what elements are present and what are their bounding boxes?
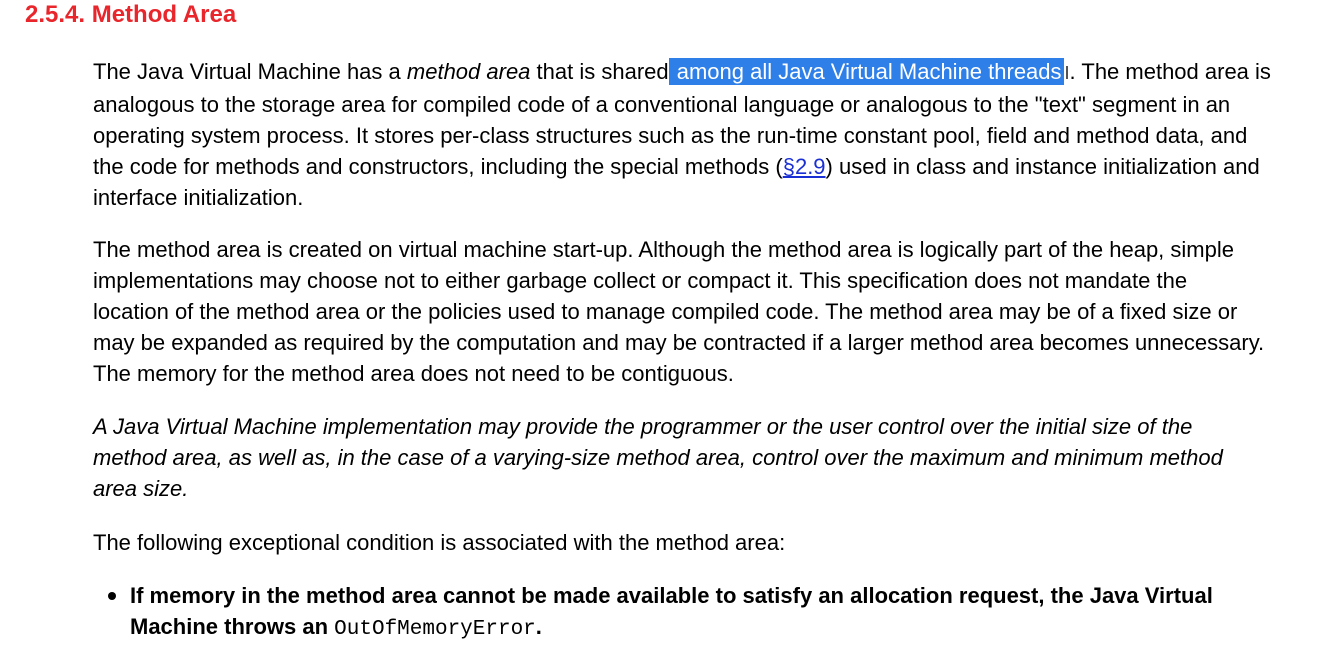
text-line: operating system process. It stores per-class structures such as the run-time constant pool, field and method data, and	[93, 122, 1248, 148]
text-line: The memory for the method area does not need to be contiguous.	[93, 361, 734, 386]
text-line: The Java Virtual Machine has a method area that is shared among all Java Virtual Machine threads I. The method area is	[93, 56, 1298, 89]
section-2-9-link[interactable]: §2.9	[782, 153, 826, 179]
text-cursor-icon: I	[1064, 62, 1070, 83]
paragraph-implementation-note	[93, 411, 1298, 504]
text-line: interface initialization.	[93, 184, 304, 210]
bullet-icon	[108, 592, 116, 600]
text-line: method area, as well as, in the case of a varying-size method area, control over the maximum and minimum method	[93, 445, 1223, 470]
paragraph-method-area-definition	[93, 56, 1298, 213]
text-line: The method area is created on virtual machine start-up. Although the method area is logically part of the heap, simple	[93, 237, 1234, 262]
paragraph-method-area-creation	[93, 234, 1298, 389]
section-heading: 2.5.4. Method Area	[25, 1, 237, 28]
text-line: may be expanded as required by the computation and may be contracted if a larger method area becomes unnecessary.	[93, 330, 1265, 355]
exception-list	[108, 580, 1298, 645]
out-of-memory-error-code: OutOfMemoryError	[334, 618, 536, 641]
text-line: location of the method area or the policies used to manage compiled code. The method area may be of a fixed size or	[93, 299, 1238, 324]
selected-text[interactable]: among all Java Virtual Machine threads	[670, 59, 1062, 84]
text-line: implementations may choose not to either garbage collect or compact it. This specification does not mandate the	[93, 268, 1188, 293]
text-line: the code for methods and constructors, including the special methods (§2.9) used in class and instance initialization and	[93, 153, 1260, 179]
text-line: Machine throws an OutOfMemoryError.	[130, 614, 542, 641]
text-line: A Java Virtual Machine implementation may provide the programmer or the user control over the initial size of the	[93, 414, 1193, 439]
text-line: area size.	[93, 476, 189, 501]
text-line: analogous to the storage area for compiled code of a conventional language or analogous to the "text" segment in an	[93, 91, 1231, 117]
paragraph-exception-intro: The following exceptional condition is associated with the method area:	[93, 530, 786, 555]
list-item	[108, 580, 1298, 645]
term-method-area: method area	[406, 59, 531, 84]
text-line: If memory in the method area cannot be made available to satisfy an allocation request, the Java Virtual	[130, 583, 1213, 608]
